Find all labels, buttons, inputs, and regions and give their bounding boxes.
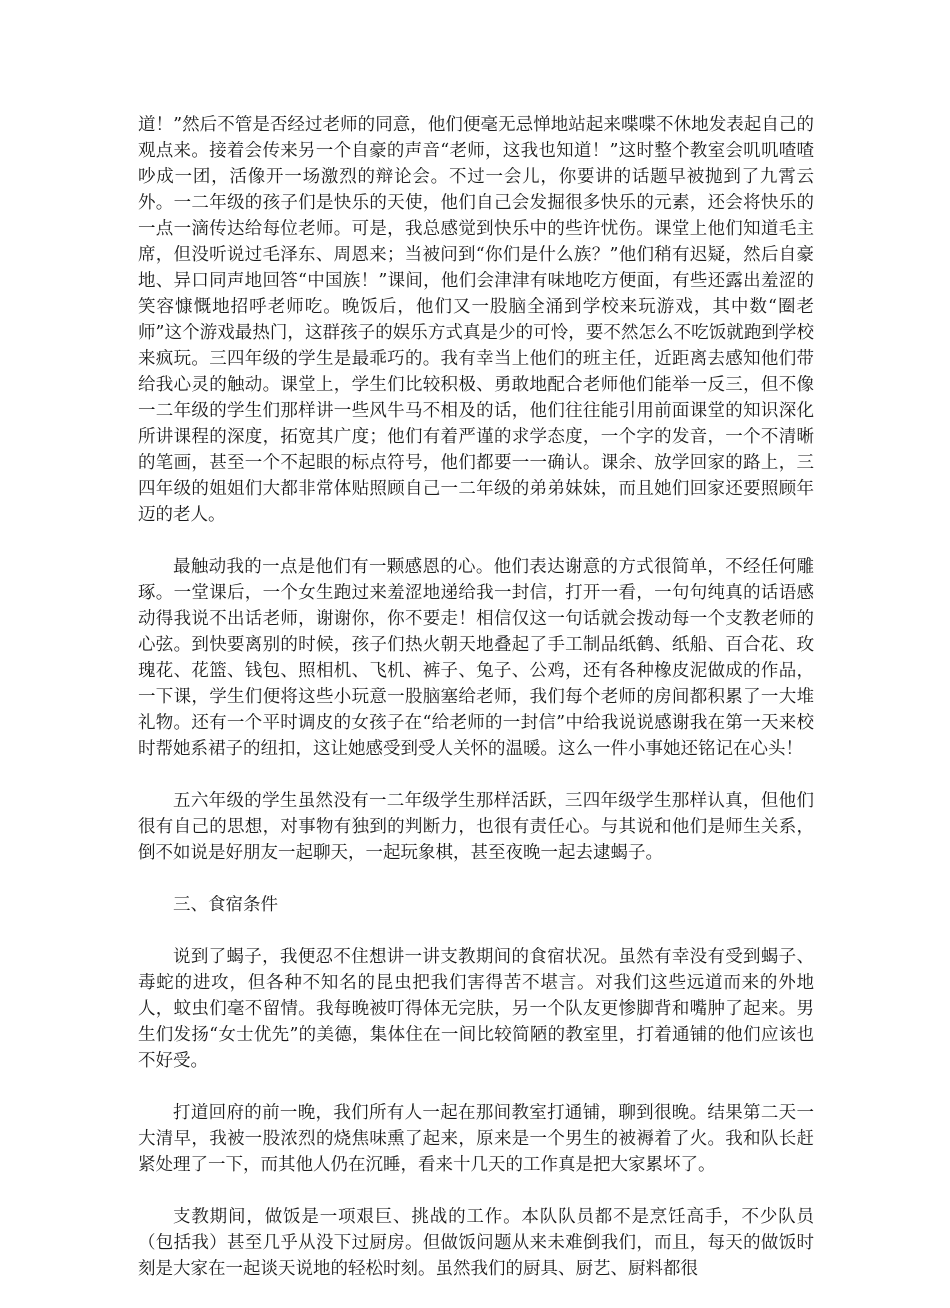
- paragraph-4: 说到了蝎子，我便忍不住想讲一讲支教期间的食宿状况。虽然有幸没有受到蝎子、毒蛇的进攻，但各种不知名的昆虫把我们害得苦不堪言。对我们这些远道而来的外地人，蚊虫们毫不留情。我每晚被叮得体无完肤，另一个队友更惨脚背和嘴肿了起来。男生们发扬“女士优先”的美德，集体住在一间比较简陋的教室里，打着通铺的他们应该也不好受。: [138, 947, 814, 1071]
- paragraph-3: 五六年级的学生虽然没有一二年级学生那样活跃，三四年级学生那样认真，但他们很有自己的思想，对事物有独到的判断力，也很有责任心。与其说和他们是师生关系，倒不如说是好朋友一起聊天，一起玩象棋，甚至夜晚一起去逮蝎子。: [138, 791, 814, 863]
- paragraph-6: 支教期间，做饭是一项艰巨、挑战的工作。本队队员都不是烹饪高手，不少队员（包括我）甚至几乎从没下过厨房。但做饭问题从来未难倒我们，而且，每天的做饭时刻是大家在一起谈天说地的轻松时刻。虽然我们的厨具、厨艺、厨料都很: [138, 1207, 814, 1279]
- document-page: [138, 112, 814, 1308]
- paragraph-2: 最触动我的一点是他们有一颗感恩的心。他们表达谢意的方式很简单，不经任何雕琢。一堂课后，一个女生跑过来羞涩地递给我一封信，打开一看，一句句纯真的话语感动得我说不出话老师，谢谢你，你不要走！相信仅这一句话就会拨动每一个支教老师的心弦。到快要离别的时候，孩子们热火朝天地叠起了手工制品纸鹤、纸船、百合花、玫瑰花、花篮、钱包、照相机、飞机、裤子、兔子、公鸡，还有各种橡皮泥做成的作品，一下课，学生们便将这些小玩意一股脑塞给老师，我们每个老师的房间都积累了一大堆礼物。还有一个平时调皮的女孩子在“给老师的一封信”中给我说说感谢我在第一天来校时帮她系裙子的纽扣，这让她感受到受人关怀的温暖。这么一件小事她还铭记在心头！: [138, 557, 814, 759]
- paragraph-5: 打道回府的前一晚，我们所有人一起在那间教室打通铺，聊到很晚。结果第二天一大清早，我被一股浓烈的烧焦味熏了起来，原来是一个男生的被褥着了火。我和队长赶紧处理了一下，而其他人仍在沉睡，看来十几天的工作真是把大家累坏了。: [138, 1103, 814, 1175]
- section-heading: 三、食宿条件: [173, 895, 278, 915]
- paragraph-1: 道！”然后不管是否经过老师的同意，他们便毫无忌惮地站起来喋喋不休地发表起自己的观点来。接着会传来另一个自豪的声音“老师，这我也知道！”这时整个教室会叽叽喳喳吵成一团，活像开一场激烈的辩论会。不过一会儿，你要讲的话题早被抛到了九霄云外。一二年级的孩子们是快乐的天使，他们自己会发掘很多快乐的元素，还会将快乐的一点一滴传达给每位老师。可是，我总感觉到快乐中的些许忧伤。课堂上他们知道毛主席，但没听说过毛泽东、周恩来；当被问到“你们是什么族？”他们稍有迟疑，然后自豪地、异口同声地回答“中国族！”课间，他们会津津有味地吃方便面，有些还露出羞涩的笑容慷慨地招呼老师吃。晚饭后，他们又一股脑全涌到学校来玩游戏，其中数“圈老师”这个游戏最热门，这群孩子的娱乐方式真是少的可怜，要不然怎么不吃饭就跑到学校来疯玩。三四年级的学生是最乖巧的。我有幸当上他们的班主任，近距离去感知他们带给我心灵的触动。课堂上，学生们比较积极、勇敢地配合老师他们能举一反三，但不像一二年级的学生们那样讲一些风牛马不相及的话，他们往往能引用前面课堂的知识深化所讲课程的深度，拓宽其广度；他们有着严谨的求学态度，一个字的发音，一个不清晰的笔画，甚至一个不起眼的标点符号，他们都要一一确认。课余、放学回家的路上，三四年级的姐姐们大都非常体贴照顾自己一二年级的弟弟妹妹，而且她们回家还要照顾年迈的老人。: [138, 115, 814, 525]
